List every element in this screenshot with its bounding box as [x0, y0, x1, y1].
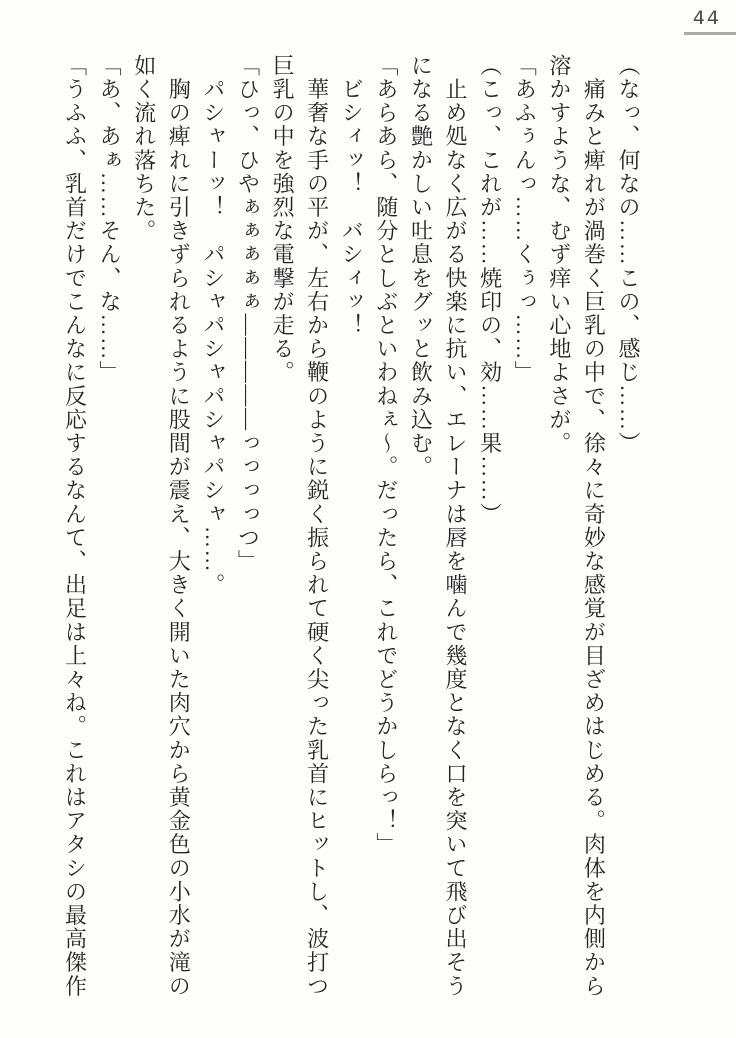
text-line-4: 「あふぅんっ……くぅっ……」: [512, 54, 538, 385]
text-line-9: ビシィッ！ バシィッ！: [339, 54, 365, 338]
text-line-2: 痛みと痺れが渦巻く巨乳の中で、徐々に奇妙な感覚が目ざめはじめる。肉体を内側から: [581, 54, 607, 998]
text-line-10: 華奢な手の平が、左右から鞭のように鋭く振られて硬く尖った乳首にヒットし、波打つ: [304, 54, 330, 998]
page-number: 44: [692, 7, 721, 29]
text-line-1: （なっ、何なの……この、感じ……）: [616, 54, 641, 456]
text-line-8: 「あらあら、随分としぶといわねぇ〜。だったら、これでどうかしらっ！」: [373, 54, 399, 857]
text-line-6: 止め処なく広がる快楽に抗い、エレーナは唇を噛んで幾度となく口を突いて飛び出そう: [443, 54, 469, 998]
text-line-11: 巨乳の中を強烈な電撃が走る。: [270, 54, 296, 385]
text-line-13: パシャーッ！ パシャパシャパシャパシャ……。: [200, 54, 226, 597]
text-line-14: 胸の痺れに引きずられるように股間が震え、大きく開いた肉穴から黄金色の小水が滝の: [166, 54, 192, 998]
text-line-12: 「ひっ、ひやぁぁぁぁぁ―――――っっっっつ」: [235, 54, 261, 574]
page-number-rule: [684, 32, 736, 35]
text-line-17: 「うふふ、乳首だけでこんなに反応するなんて、出足は上々ね。これはアタシの最高傑作: [62, 54, 88, 998]
text-line-7: になる艶かしい吐息をグッと飲み込む。: [408, 54, 434, 479]
text-line-3: 溶かすような、むず痒い心地よさが。: [546, 54, 572, 456]
text-line-16: 「あ、あぁ……そん、な……」: [97, 54, 123, 385]
text-line-5: （こっ、これが……焼印の、効……果……）: [477, 54, 503, 526]
text-block: [57, 54, 645, 1014]
text-line-15: 如く流れ落ちた。: [131, 54, 157, 243]
